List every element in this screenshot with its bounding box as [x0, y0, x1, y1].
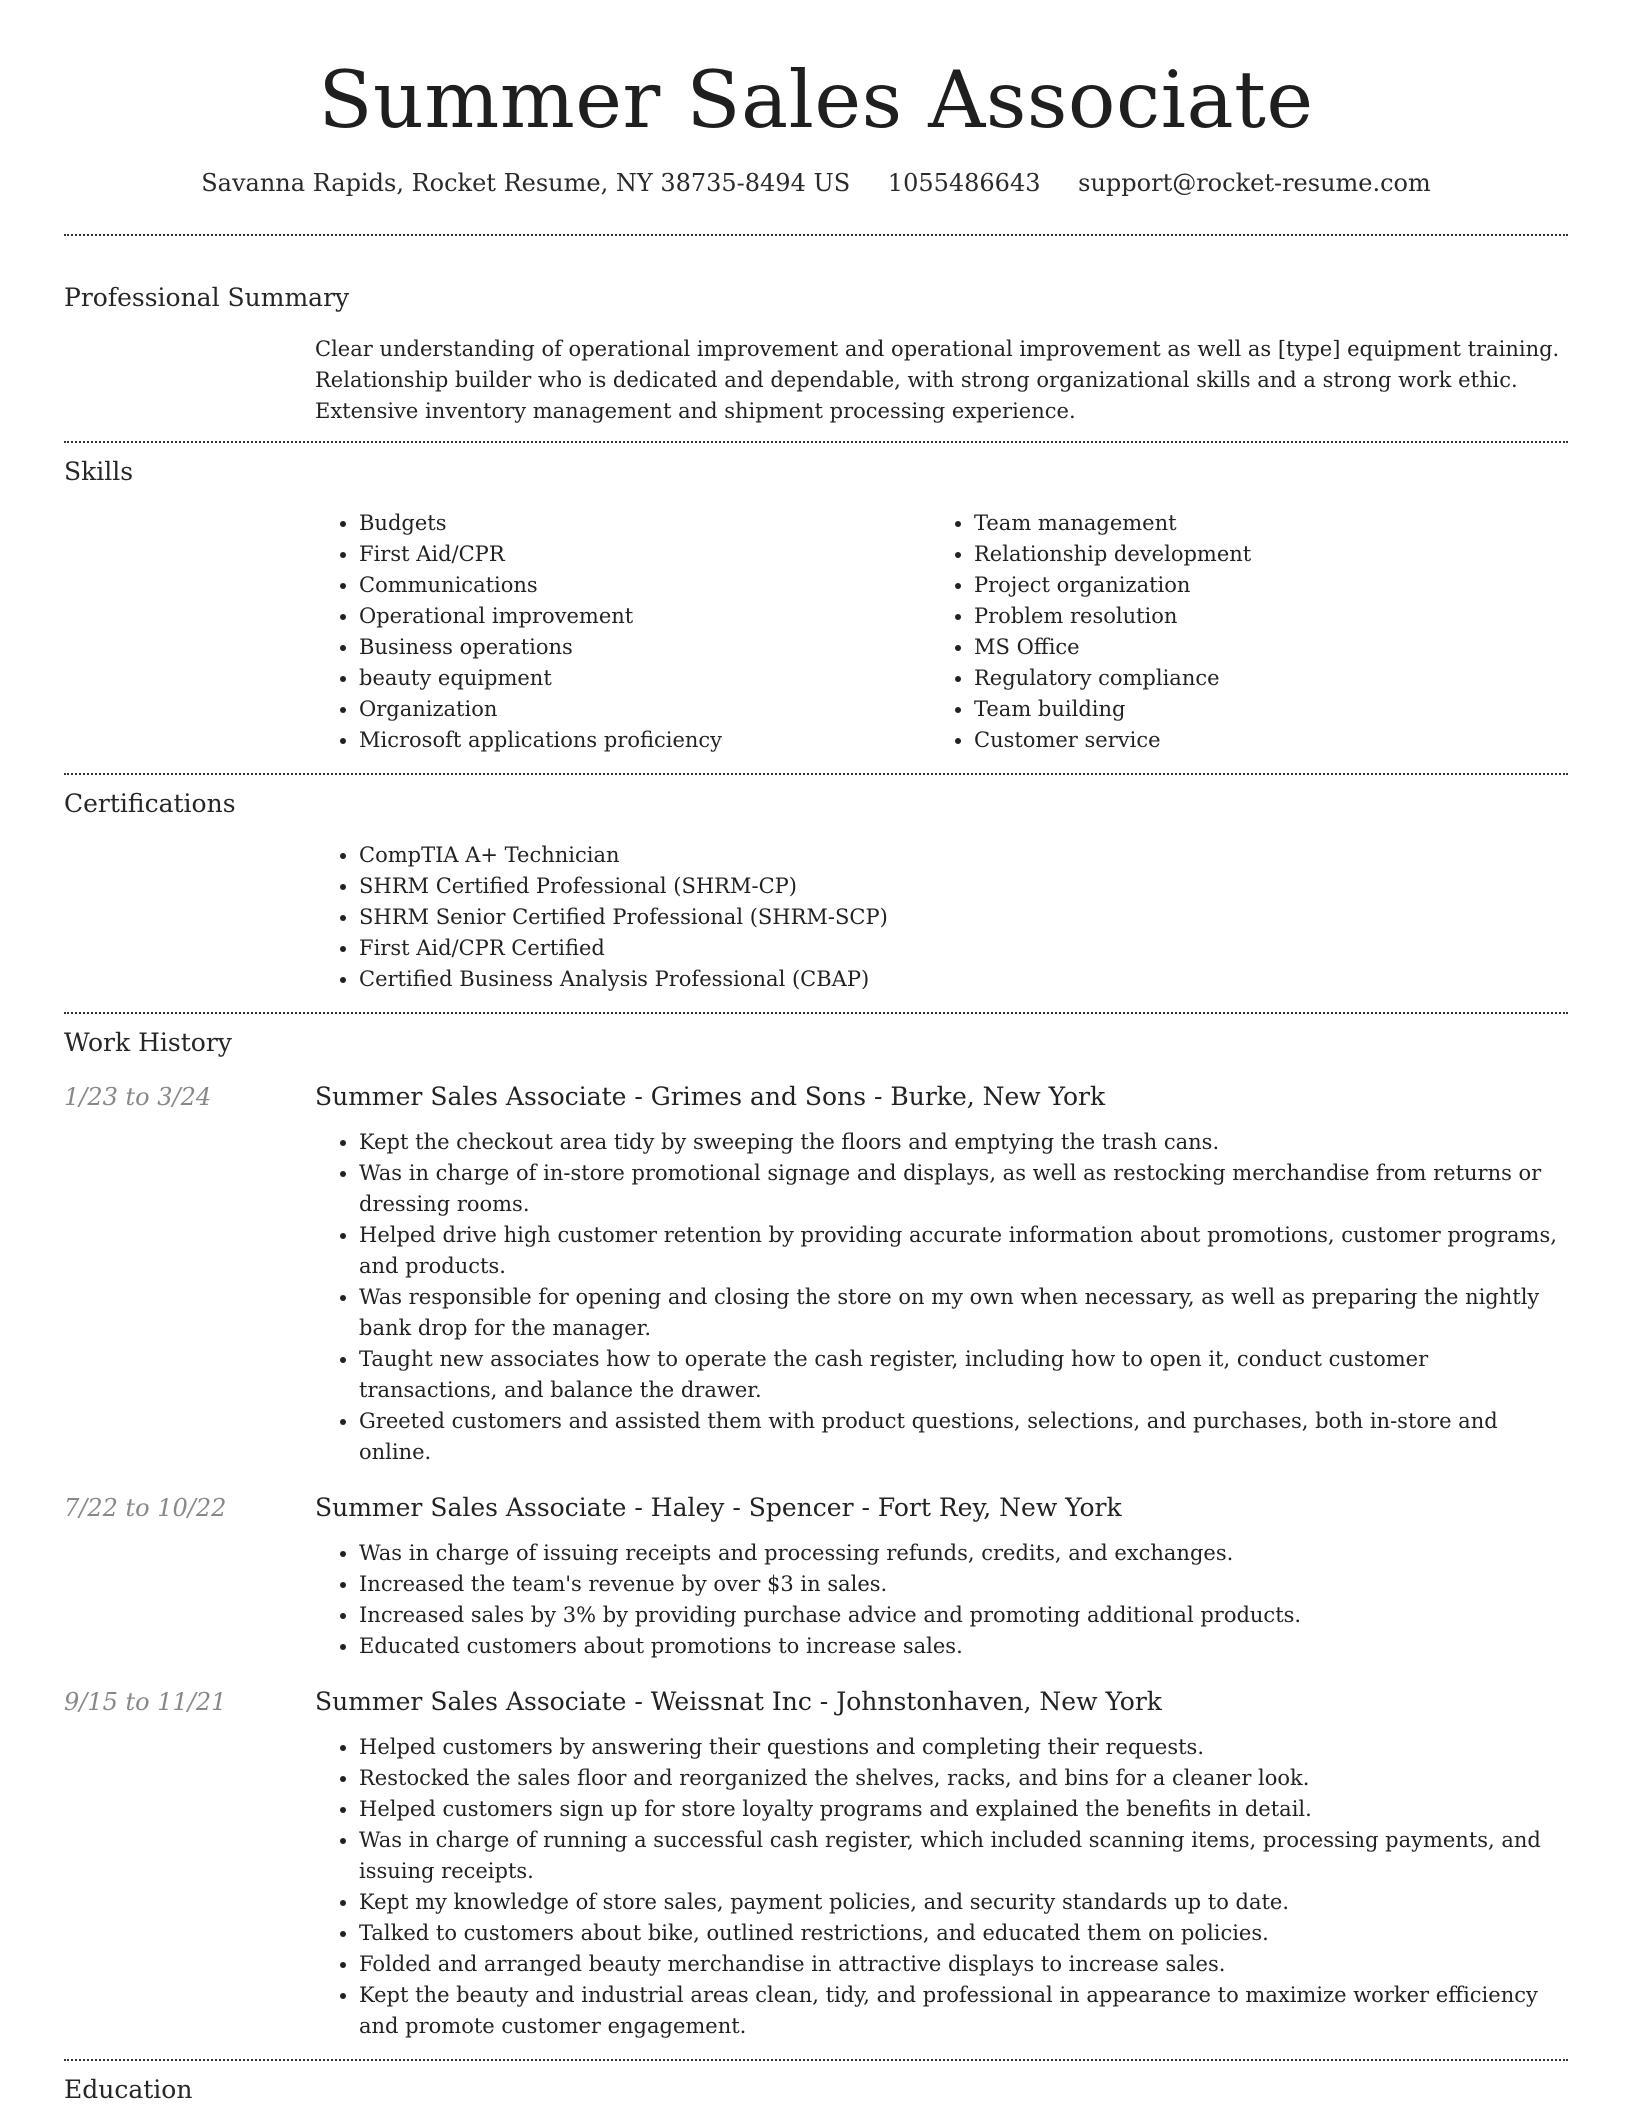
- section-divider: [64, 773, 1568, 775]
- skill-item: • First Aid/CPR: [359, 539, 930, 570]
- certification-item: • SHRM Certified Professional (SHRM-CP): [359, 871, 1568, 902]
- job-bullet: • Talked to customers about bike, outlined restrictions, and educated them on policies.: [359, 1918, 1568, 1949]
- job-title: Summer Sales Associate - Haley - Spencer - Fort Rey, New York: [315, 1493, 1122, 1522]
- certification-item: • CompTIA A+ Technician: [359, 840, 1568, 871]
- certifications-section: [64, 787, 1568, 995]
- contact-phone: 1055486643: [887, 169, 1041, 197]
- job-bullet: • Was in charge of issuing receipts and processing refunds, credits, and exchanges.: [359, 1538, 1568, 1569]
- job-bullet: • Was in charge of running a successful cash register, which included scanning items, processing payments, and issuing receipts.: [359, 1825, 1568, 1887]
- certification-item: • SHRM Senior Certified Professional (SHRM-SCP): [359, 902, 1568, 933]
- job-entry: [64, 1491, 1568, 1662]
- skill-item: • Team building: [974, 694, 1545, 725]
- job-bullets: [315, 1127, 1568, 1468]
- job-title: Summer Sales Associate - Grimes and Sons - Burke, New York: [315, 1082, 1106, 1111]
- job-bullet: • Increased sales by 3% by providing purchase advice and promoting additional products.: [359, 1600, 1568, 1631]
- job-bullet: • Increased the team's revenue by over $3 in sales.: [359, 1569, 1568, 1600]
- job-bullet: • Was in charge of in-store promotional signage and displays, as well as restocking merchandise from returns or dressing rooms.: [359, 1158, 1568, 1220]
- job-bullets: [315, 1732, 1568, 2042]
- job-bullet: • Kept the checkout area tidy by sweeping the floors and emptying the trash cans.: [359, 1127, 1568, 1158]
- skill-item: • Customer service: [974, 725, 1545, 756]
- skill-item: • Team management: [974, 508, 1545, 539]
- skill-item: • beauty equipment: [359, 663, 930, 694]
- job-entry: [64, 1685, 1568, 2042]
- skill-item: • Regulatory compliance: [974, 663, 1545, 694]
- education-section: [64, 2073, 1568, 2107]
- job-entry: [64, 1080, 1568, 1468]
- job-date: 7/22 to 10/22: [64, 1494, 227, 1522]
- summary-section: [64, 281, 1568, 427]
- job-bullet: • Kept my knowledge of store sales, payment policies, and security standards up to date.: [359, 1887, 1568, 1918]
- certifications-list: [315, 840, 1568, 995]
- certification-item: • First Aid/CPR Certified: [359, 933, 1568, 964]
- contact-email: support@rocket-resume.com: [1078, 169, 1431, 197]
- skill-item: • Project organization: [974, 570, 1545, 601]
- section-divider: [64, 2059, 1568, 2061]
- skill-item: • Microsoft applications proficiency: [359, 725, 930, 756]
- job-bullet: • Helped customers sign up for store loyalty programs and explained the benefits in detail.: [359, 1794, 1568, 1825]
- section-divider: [64, 1012, 1568, 1014]
- skills-section: [64, 455, 1568, 756]
- job-title: Summer Sales Associate - Weissnat Inc - Johnstonhaven, New York: [315, 1687, 1162, 1716]
- skill-item: • Communications: [359, 570, 930, 601]
- skill-item: • Business operations: [359, 632, 930, 663]
- skill-item: • Organization: [359, 694, 930, 725]
- resume-page: [64, 0, 1568, 2107]
- summary-heading: Professional Summary: [64, 283, 350, 312]
- section-divider: [64, 441, 1568, 443]
- contact-address: Savanna Rapids, Rocket Resume, NY 38735-8494 US: [201, 169, 851, 197]
- job-date: 9/15 to 11/21: [64, 1688, 227, 1716]
- job-bullet: • Helped drive high customer retention by providing accurate information about promotions, customer programs, and products.: [359, 1220, 1568, 1282]
- job-bullets: [315, 1538, 1568, 1662]
- skills-heading: Skills: [64, 457, 134, 486]
- skill-item: • Budgets: [359, 508, 930, 539]
- job-bullet: • Folded and arranged beauty merchandise in attractive displays to increase sales.: [359, 1949, 1568, 1980]
- skill-item: • Relationship development: [974, 539, 1545, 570]
- job-bullet: • Taught new associates how to operate the cash register, including how to open it, conduct customer transactions, and balance the drawer.: [359, 1344, 1568, 1406]
- job-bullet: • Was responsible for opening and closing the store on my own when necessary, as well as preparing the nightly bank drop for the manager.: [359, 1282, 1568, 1344]
- certification-item: • Certified Business Analysis Professional (CBAP): [359, 964, 1568, 995]
- job-bullet: • Educated customers about promotions to increase sales.: [359, 1631, 1568, 1662]
- resume-name: Summer Sales Associate: [318, 54, 1314, 146]
- summary-text: Clear understanding of operational improvement and operational improvement as well as [type] equipment training. Relationship builder who is dedicated and dependable, with strong organizational skills and a strong work ethic. Extensive inventory management and shipment processing experience.: [315, 337, 1560, 423]
- skills-grid: [315, 508, 1568, 756]
- certifications-heading: Certifications: [64, 789, 236, 818]
- skills-list-right: [930, 508, 1545, 756]
- skill-item: • Problem resolution: [974, 601, 1545, 632]
- contact-line: [64, 166, 1568, 200]
- section-divider: [64, 234, 1568, 236]
- education-heading: Education: [64, 2075, 193, 2104]
- work-history-section: [64, 1026, 1568, 2042]
- job-bullet: • Helped customers by answering their questions and completing their requests.: [359, 1732, 1568, 1763]
- skill-item: • Operational improvement: [359, 601, 930, 632]
- job-bullet: • Kept the beauty and industrial areas clean, tidy, and professional in appearance to maximize worker efficiency and promote customer engagement.: [359, 1980, 1568, 2042]
- work-history-heading: Work History: [64, 1028, 232, 1057]
- job-date: 1/23 to 3/24: [64, 1083, 212, 1111]
- skills-list-left: [315, 508, 930, 756]
- skill-item: • MS Office: [974, 632, 1545, 663]
- job-bullet: • Greeted customers and assisted them with product questions, selections, and purchases, both in-store and online.: [359, 1406, 1568, 1468]
- job-bullet: • Restocked the sales floor and reorganized the shelves, racks, and bins for a cleaner look.: [359, 1763, 1568, 1794]
